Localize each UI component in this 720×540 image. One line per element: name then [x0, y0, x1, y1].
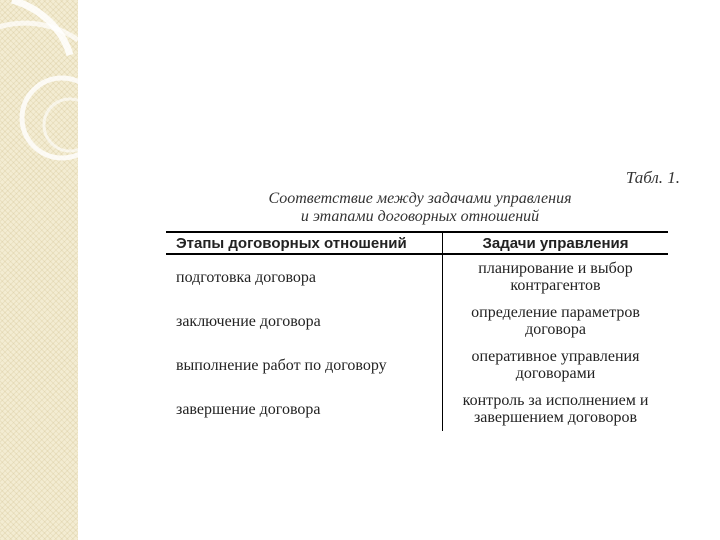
task-line: оперативное управления	[471, 348, 640, 365]
task-line: контроль за исполнением и	[462, 392, 649, 409]
stage-cell: завершение договора	[166, 387, 443, 431]
task-cell	[443, 343, 669, 387]
task-cell	[443, 387, 669, 431]
task-line: завершением договоров	[473, 409, 638, 426]
table-row	[166, 343, 668, 387]
table-row	[166, 299, 668, 343]
task-line: договора	[525, 321, 586, 338]
stage-cell: выполнение работ по договору	[166, 343, 443, 387]
table-row	[166, 254, 668, 299]
table-caption-line-1: Соответствие между задачами управления	[268, 190, 572, 207]
column-header-tasks: Задачи управления	[443, 232, 669, 254]
task-cell	[443, 254, 669, 299]
table-header-row	[166, 232, 668, 254]
stage-cell: заключение договора	[166, 299, 443, 343]
column-header-stages: Этапы договорных отношений	[166, 232, 443, 254]
task-cell	[443, 299, 669, 343]
table-number-label: Табл. 1.	[625, 168, 680, 187]
table-caption	[230, 190, 610, 226]
task-line: определение параметров	[471, 304, 640, 321]
table-caption-line-2: и этапами договорных отношений	[300, 208, 540, 225]
task-line: контрагентов	[510, 277, 601, 294]
task-line: планирование и выбор	[478, 260, 633, 277]
stage-cell: подготовка договора	[166, 254, 443, 299]
task-line: договорами	[515, 365, 596, 382]
contract-stages-table	[166, 231, 668, 431]
table-row	[166, 387, 668, 431]
